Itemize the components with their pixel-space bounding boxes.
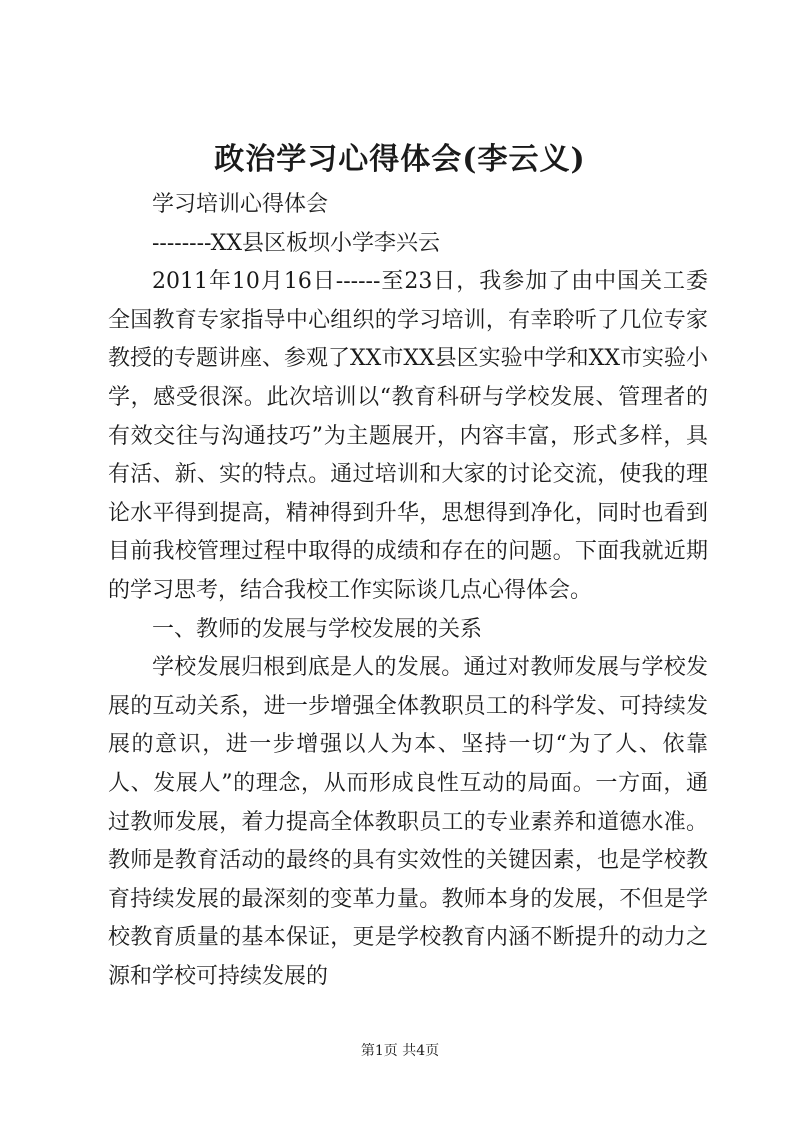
intro-paragraph: 2011年10月16日------至23日，我参加了由中国关工委全国教育专家指导中心组织的学习培训，有幸聆听了几位专家教授的专题讲座、参观了XX市XX县区实验中学和XX市实验小学，感受很深。此次培训以“教育科研与学校发展、管理者的有效交往与沟通技巧”为主题展开，内容丰富，形式多样，具有活、新、实的特点。通过培训和大家的讨论交流，使我的理论水平得到提高，精神得到升华，思想得到净化，同时也看到目前我校管理过程中取得的成绩和存在的问题。下面我就近期的学习思考，结合我校工作实际谈几点心得体会。 <box>108 269 708 603</box>
subtitle-paragraph: 学习培训心得体会 <box>152 192 329 217</box>
section-paragraph: 学校发展归根到底是人的发展。通过对教师发展与学校发展的互动关系，进一步增强全体教职员工的科学发、可持续发展的意识，进一步增强以人为本、坚持一切“为了人、依靠人、发展人”的理念，从而形成良性互动的局面。一方面，通过教师发展，着力提高全体教职员工的专业素养和道德水准。教师是教育活动的最终的具有实效性的关键因素，也是学校教育持续发展的最深刻的变革力量。教师本身的发展，不但是学校教育质量的基本保证，更是学校教育内涵不断提升的动力之源和学校可持续发展的 <box>108 655 708 989</box>
section-heading: 一、教师的发展与学校发展的关系 <box>152 616 483 642</box>
document-body <box>108 186 708 996</box>
document-title: 政治学习心得体会(李云义) <box>214 142 586 177</box>
page-footer: 第1页 共4页 <box>360 1043 440 1059</box>
author-paragraph: --------XX县区板坝小学李兴云 <box>152 230 441 256</box>
